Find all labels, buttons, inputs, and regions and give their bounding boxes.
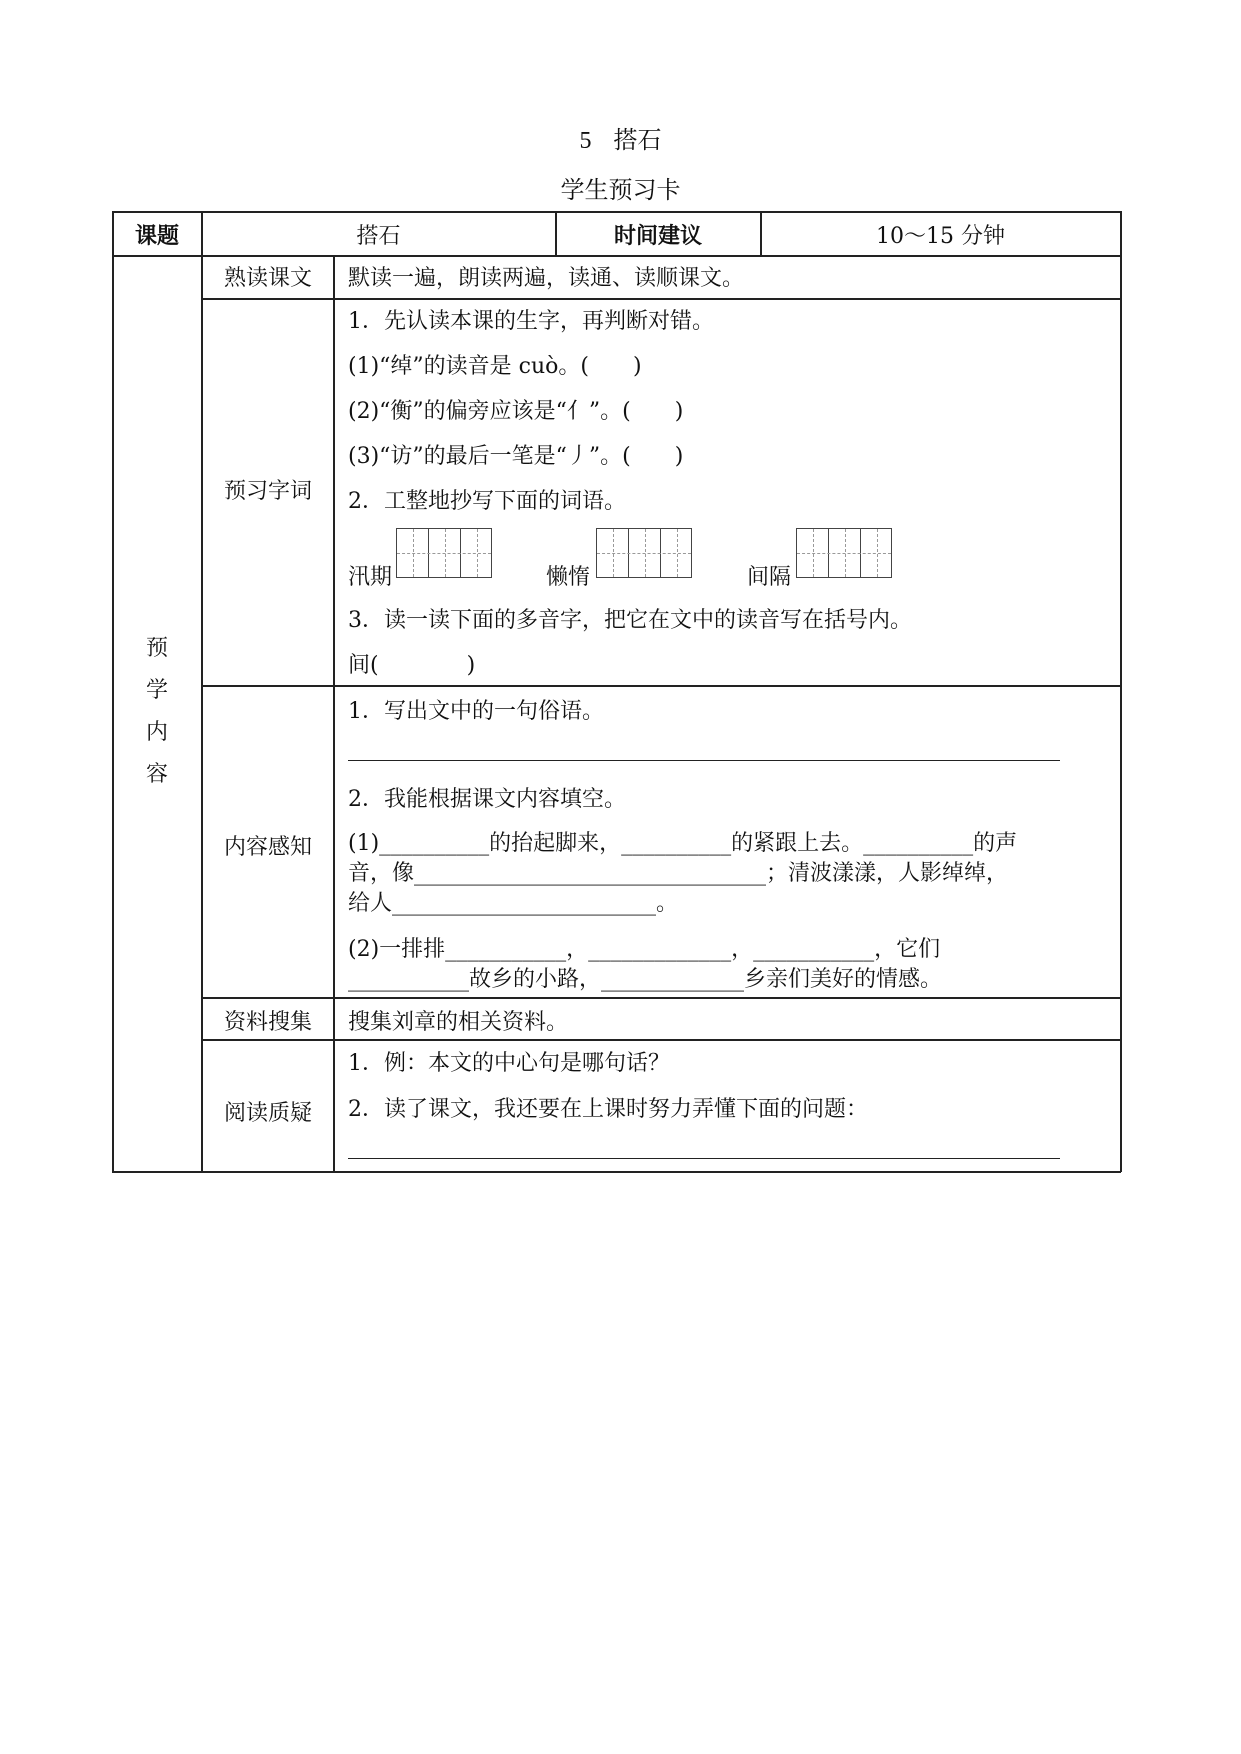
side-label xyxy=(112,628,202,796)
card-title: 学生预习卡 xyxy=(560,176,681,204)
words-q1b: (2)“衡”的偏旁应该是“亻”。( ) xyxy=(348,399,684,424)
section-label-content: 内容感知 xyxy=(223,835,312,860)
lesson-title-text: 搭石 xyxy=(613,126,662,154)
table-border-bottom xyxy=(112,1171,1121,1173)
words-q1: 1．先认读本课的生字，再判断对错。 xyxy=(348,309,714,334)
content-q1: 1．写出文中的一句俗语。 xyxy=(348,699,604,724)
topic-value: 搭石 xyxy=(356,224,401,249)
fill-line: (1)__________的抬起脚来，__________的紧跟上去。__________的声 xyxy=(348,831,1018,856)
row-divider xyxy=(202,685,1121,687)
content-q2: 2．我能根据课文内容填空。 xyxy=(348,787,626,812)
words-q3a: 间( ) xyxy=(348,653,476,678)
topic-label: 课题 xyxy=(134,224,179,249)
time-label: 时间建议 xyxy=(613,224,702,249)
section-label-words: 预习字词 xyxy=(223,479,312,504)
writing-grid[interactable] xyxy=(396,528,492,578)
writing-grid[interactable] xyxy=(596,528,692,578)
row-divider xyxy=(202,997,1121,999)
writing-grid[interactable] xyxy=(796,528,892,578)
words-q1c: (3)“访”的最后一笔是“丿”。( ) xyxy=(348,444,684,469)
side-label-char: 容 xyxy=(145,762,168,787)
fill-line: (2)一排排___________，_____________，___________，它们 xyxy=(348,937,941,962)
answer-line[interactable] xyxy=(348,1158,1060,1159)
side-label-char: 学 xyxy=(145,678,168,703)
words-q2: 2．工整地抄写下面的词语。 xyxy=(348,489,626,514)
copy-word-2: 懒惰 xyxy=(546,565,591,590)
time-value: 10～15 分钟 xyxy=(876,224,1005,249)
table-border-right xyxy=(1120,211,1122,1172)
question-q2: 2．读了课文，我还要在上课时努力弄懂下面的问题： xyxy=(348,1097,868,1122)
table-border-top xyxy=(112,211,1121,213)
words-q3: 3．读一读下面的多音字，把它在文中的读音写在括号内。 xyxy=(348,608,912,633)
question-q1: 1．例：本文的中心句是哪句话？ xyxy=(348,1051,670,1076)
lesson-title xyxy=(0,120,1241,155)
words-q1a: (1)“绰”的读音是 cuò。( ) xyxy=(348,354,642,379)
row-divider xyxy=(112,255,1121,257)
copy-word-1: 汛期 xyxy=(348,565,393,590)
answer-line[interactable] xyxy=(348,760,1060,761)
section-label-question: 阅读质疑 xyxy=(223,1101,312,1126)
side-label-char: 内 xyxy=(145,720,168,745)
lesson-number: 5 xyxy=(579,128,592,154)
fill-line: 音，像________________________________；清波漾漾，人影绰绰， xyxy=(348,861,1009,886)
row-divider xyxy=(202,1039,1121,1041)
section-label-collect: 资料搜集 xyxy=(223,1010,312,1035)
read-instruction: 默读一遍，朗读两遍，读通、读顺课文。 xyxy=(348,266,745,291)
section-label-read: 熟读课文 xyxy=(223,266,312,291)
fill-line: ___________故乡的小路，_____________乡亲们美好的情感。 xyxy=(348,967,943,992)
side-label-char: 预 xyxy=(145,636,168,661)
copy-word-3: 间隔 xyxy=(747,565,792,590)
collect-instruction: 搜集刘章的相关资料。 xyxy=(348,1010,569,1035)
row-divider xyxy=(202,298,1121,300)
fill-line: 给人________________________。 xyxy=(348,891,679,916)
